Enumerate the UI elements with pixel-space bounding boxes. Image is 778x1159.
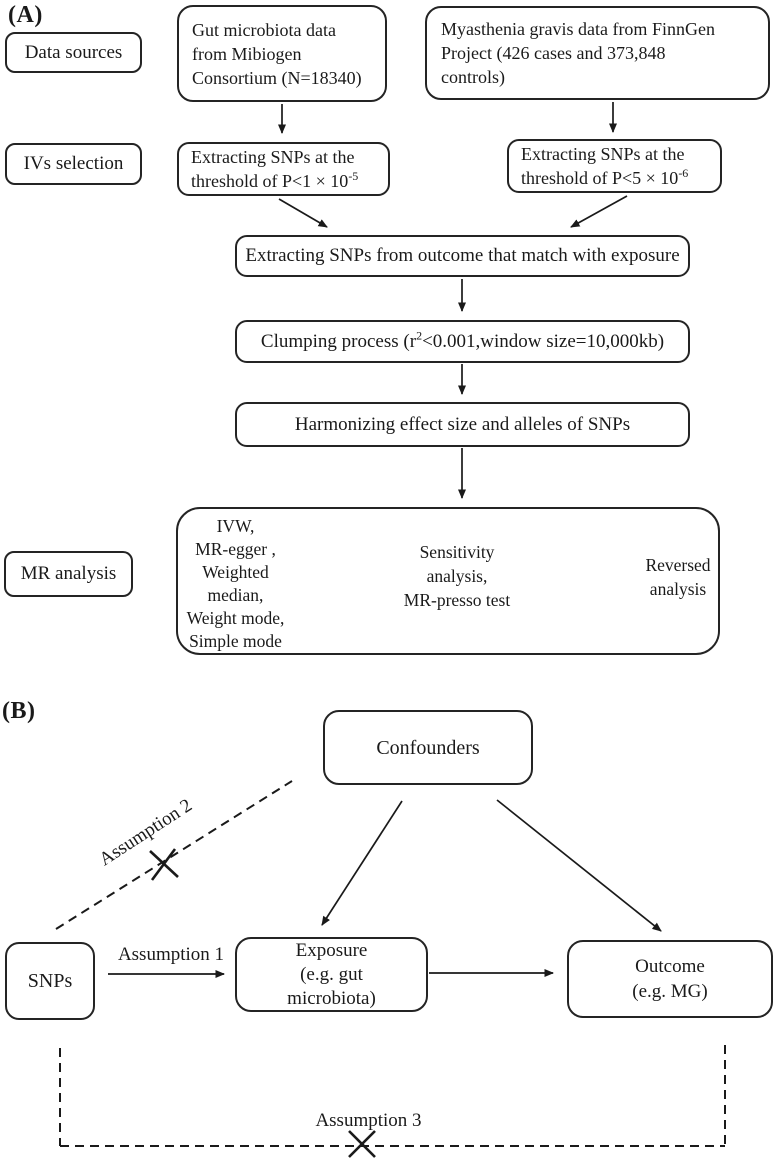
extract-left-exponent: -5 bbox=[348, 169, 359, 183]
ivs-selection-text: IVs selection bbox=[23, 153, 124, 174]
myasthenia-gravis-data-box bbox=[425, 6, 770, 100]
extract-right-exponent: -6 bbox=[678, 166, 689, 180]
mr-method-egger: MR-egger , bbox=[195, 539, 276, 559]
extract-right-threshold: threshold of P<5 × 10 bbox=[521, 168, 679, 188]
clumping-suffix: <0.001,window size=10,000kb) bbox=[422, 330, 665, 352]
data-sources-label-box bbox=[5, 32, 142, 73]
finngen-box-line2: Project (426 cases and 373,848 bbox=[441, 43, 666, 63]
gut-box-line1: Gut microbiota data bbox=[192, 19, 336, 40]
clumping-prefix: Clumping process (r bbox=[260, 330, 417, 352]
mr-method-ivw: IVW, bbox=[216, 516, 255, 536]
sensitivity-line1: Sensitivity bbox=[419, 542, 495, 562]
arrow-confounders-to-exposure bbox=[322, 801, 402, 925]
exposure-line1: Exposure bbox=[295, 939, 368, 961]
harmonizing-text: Harmonizing effect size and alleles of SNPs bbox=[294, 413, 631, 435]
snps-text: SNPs bbox=[27, 970, 73, 992]
panel-a-label: (A) bbox=[8, 2, 43, 28]
assumption3-label: Assumption 3 bbox=[315, 1110, 422, 1131]
mr-method-median: median, bbox=[207, 585, 264, 605]
assumption1-label: Assumption 1 bbox=[117, 944, 225, 965]
reversed-line2: analysis bbox=[649, 579, 707, 599]
outcome-line1: Outcome bbox=[635, 956, 705, 977]
panel-b-label: (B) bbox=[2, 698, 36, 724]
extract-left-line2 bbox=[191, 169, 358, 193]
arrow-confounders-to-outcome bbox=[497, 800, 661, 931]
mr-method-weighted: Weighted bbox=[202, 562, 269, 582]
mr-method-weight-mode: Weight mode, bbox=[186, 608, 285, 628]
mr-analysis-label-box bbox=[4, 551, 133, 597]
exposure-line2: (e.g. gut bbox=[300, 963, 363, 985]
gut-box-line3: Consortium (N=18340) bbox=[192, 67, 362, 88]
extract-snps-outcome-threshold-box bbox=[507, 139, 722, 193]
extract-right-line2 bbox=[521, 166, 688, 190]
harmonizing-box bbox=[235, 402, 690, 447]
reversed-analysis-text bbox=[618, 553, 738, 601]
gut-microbiota-data-box bbox=[177, 5, 387, 102]
outcome-line2: (e.g. MG) bbox=[632, 981, 708, 1002]
extract-left-threshold: threshold of P<1 × 10 bbox=[191, 171, 349, 191]
extract-right-line1: Extracting SNPs at the bbox=[521, 144, 685, 164]
mr-methods-list bbox=[178, 515, 293, 653]
clumping-process-box bbox=[235, 320, 690, 363]
arrow-extract-left-to-outcome-box bbox=[279, 199, 327, 227]
extract-snps-match-exposure-box bbox=[235, 235, 690, 277]
extract-snps-exposure-threshold-box bbox=[177, 142, 390, 196]
confounders-text: Confounders bbox=[376, 736, 480, 759]
exposure-box bbox=[235, 937, 428, 1012]
sensitivity-analysis-text bbox=[377, 540, 537, 612]
assumption2-label: Assumption 2 bbox=[95, 794, 196, 871]
sensitivity-line2: analysis, bbox=[426, 566, 488, 586]
mr-method-simple-mode: Simple mode bbox=[189, 631, 282, 651]
assumption2-cross-icon bbox=[150, 849, 178, 880]
extract-outcome-text: Extracting SNPs from outcome that match with exposure bbox=[245, 245, 680, 266]
finngen-box-line1: Myasthenia gravis data from FinnGen bbox=[441, 19, 715, 39]
ivs-selection-label-box bbox=[5, 143, 142, 185]
extract-left-line1: Extracting SNPs at the bbox=[191, 147, 355, 167]
finngen-box-line3: controls) bbox=[441, 67, 505, 87]
data-sources-text: Data sources bbox=[24, 41, 123, 63]
confounders-box bbox=[323, 710, 533, 785]
reversed-line1: Reversed bbox=[645, 555, 711, 575]
mr-analysis-main-box bbox=[176, 507, 720, 655]
clumping-text bbox=[261, 330, 664, 354]
snps-box bbox=[5, 942, 95, 1020]
assumption3-cross-icon bbox=[349, 1131, 375, 1157]
clumping-superscript: 2 bbox=[416, 328, 423, 343]
arrow-extract-right-to-outcome-box bbox=[571, 196, 627, 227]
outcome-box bbox=[567, 940, 773, 1018]
gut-box-line2: from Mibiogen bbox=[192, 43, 302, 64]
mr-analysis-text: MR analysis bbox=[20, 563, 117, 584]
exposure-line3: microbiota) bbox=[287, 987, 376, 1009]
sensitivity-line3: MR-presso test bbox=[403, 590, 511, 610]
